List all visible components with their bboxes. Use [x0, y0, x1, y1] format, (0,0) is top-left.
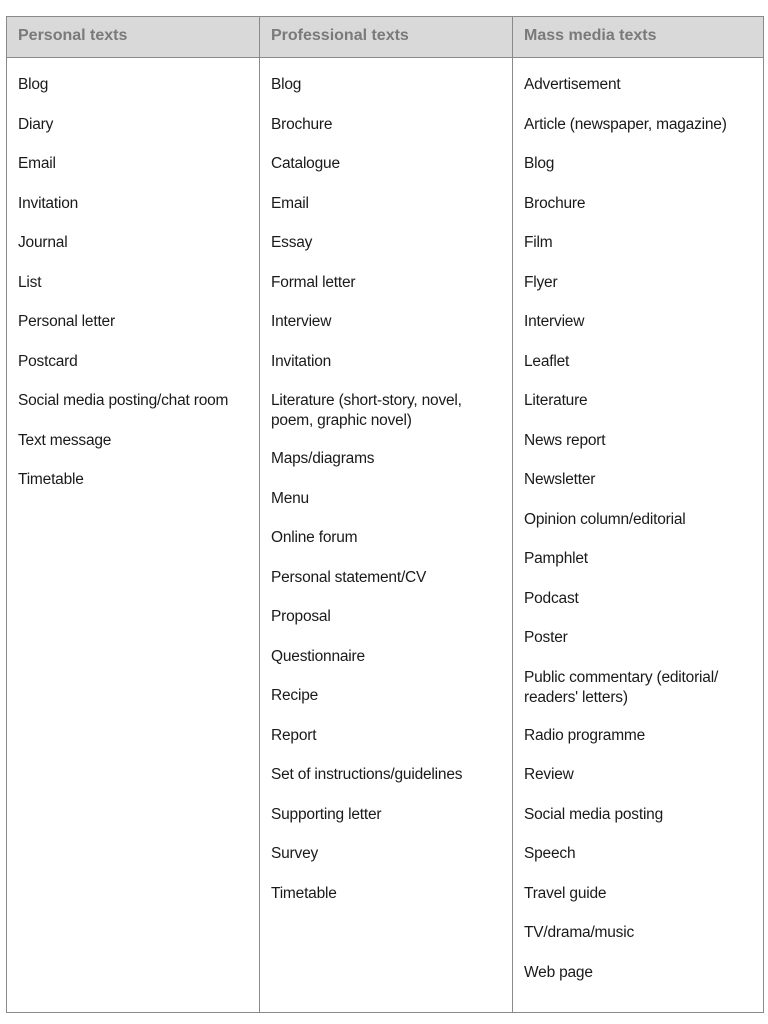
mass-media-text-item: Article (newspaper, magazine) — [524, 115, 727, 133]
professional-text-item: Proposal — [271, 608, 331, 625]
mass-media-text-item: Film — [524, 234, 553, 251]
personal-text-item: Postcard — [18, 352, 78, 370]
header-mass-media-texts: Mass media texts — [524, 27, 657, 44]
personal-text-item: Social media posting/chat room — [18, 392, 229, 409]
professional-text-item: Survey — [271, 845, 319, 862]
mass-media-text-item: Opinion column/editorial — [524, 510, 686, 528]
personal-texts-column — [7, 58, 260, 1012]
mass-media-text-item: Pamphlet — [524, 550, 588, 567]
personal-text-item: Text message — [18, 431, 112, 449]
personal-text-item: Timetable — [18, 471, 84, 488]
professional-text-item: Menu — [271, 489, 309, 507]
personal-text-item: Personal letter — [18, 313, 115, 330]
personal-text-item: List — [18, 273, 42, 291]
table-header-row — [7, 17, 763, 58]
mass-media-text-item: Podcast — [524, 589, 579, 607]
professional-text-item: Report — [271, 726, 317, 744]
mass-media-text-item: Literature — [524, 392, 588, 409]
mass-media-text-item: TV/drama/music — [524, 924, 635, 941]
professional-text-item: Formal letter — [271, 273, 356, 291]
mass-media-text-item: Advertisement — [524, 76, 621, 93]
mass-media-text-item: Poster — [524, 629, 568, 646]
professional-text-item: Set of instructions/guidelines — [271, 766, 463, 783]
mass-media-text-item: Brochure — [524, 194, 586, 212]
professional-text-item: Online forum — [271, 529, 358, 546]
mass-media-text-item: Speech — [524, 845, 576, 862]
personal-text-item: Blog — [18, 76, 49, 93]
professional-text-item: Maps/diagrams — [271, 450, 375, 467]
mass-media-text-item: News report — [524, 431, 606, 449]
professional-text-item: Catalogue — [271, 155, 340, 172]
professional-text-item: Interview — [271, 313, 332, 330]
mass-media-text-item: Flyer — [524, 273, 558, 291]
professional-text-item: Essay — [271, 234, 313, 251]
personal-text-item: Email — [18, 155, 56, 172]
professional-text-item: Brochure — [271, 115, 333, 133]
professional-texts-column — [260, 58, 513, 1012]
mass-media-texts-column — [513, 58, 763, 1012]
mass-media-text-item: Web page — [524, 963, 593, 981]
mass-media-text-item: Review — [524, 766, 574, 783]
header-professional-texts: Professional texts — [260, 17, 513, 57]
professional-text-item: Invitation — [271, 352, 332, 370]
mass-media-text-item: Interview — [524, 313, 585, 330]
professional-text-item: Questionnaire — [271, 647, 365, 665]
mass-media-text-item: Public commentary (editorial/ readers' letters) — [524, 668, 719, 706]
professional-text-item: Supporting letter — [271, 805, 382, 823]
mass-media-text-item: Blog — [524, 155, 555, 172]
mass-media-text-item: Newsletter — [524, 471, 596, 488]
text-types-table — [6, 16, 764, 1013]
professional-text-item: Timetable — [271, 884, 337, 902]
professional-text-item: Blog — [271, 76, 302, 93]
professional-text-item: Literature (short-story, novel, poem, graphic novel) — [271, 392, 462, 429]
personal-text-item: Diary — [18, 115, 54, 133]
professional-text-item: Recipe — [271, 687, 319, 704]
mass-media-text-item: Social media posting — [524, 805, 664, 823]
header-personal-texts: Personal texts — [7, 17, 260, 57]
table-body-row — [7, 58, 763, 1012]
mass-media-text-item: Leaflet — [524, 352, 570, 370]
mass-media-text-item: Radio programme — [524, 726, 646, 744]
professional-text-item: Email — [271, 194, 309, 212]
mass-media-text-item: Travel guide — [524, 884, 607, 902]
personal-text-item: Invitation — [18, 194, 79, 212]
professional-text-item: Personal statement/CV — [271, 568, 427, 586]
personal-text-item: Journal — [18, 234, 68, 251]
